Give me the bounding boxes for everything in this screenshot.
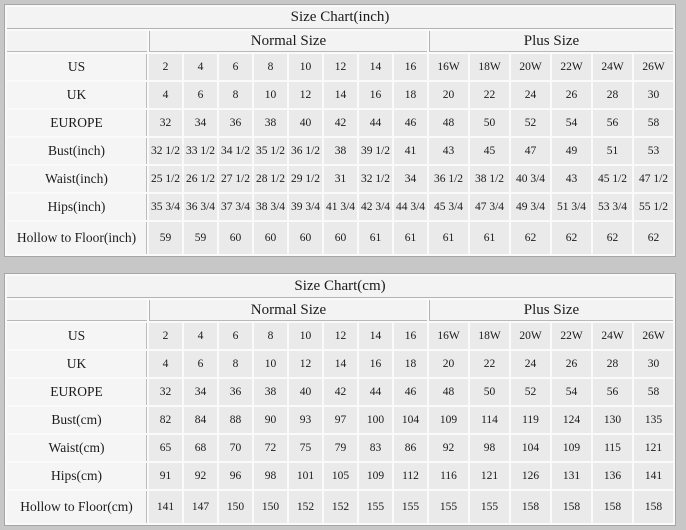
size-value-cell: 52 [511,110,550,136]
size-value-cell: 49 [552,138,591,164]
size-value-cell: 34 [184,110,217,136]
size-value-cell: 12 [324,323,357,349]
size-value-cell: 12 [289,82,322,108]
size-value-cell: 38 1/2 [470,166,509,192]
size-value-cell: 33 1/2 [184,138,217,164]
size-value-cell: 112 [394,463,427,489]
size-value-cell: 92 [184,463,217,489]
size-value-cell: 45 3/4 [429,194,468,220]
size-value-cell: 18 [394,82,427,108]
size-value-cell: 60 [289,222,322,254]
size-value-cell: 4 [184,323,217,349]
size-value-cell: 155 [429,491,468,523]
size-value-cell: 14 [324,82,357,108]
size-value-cell: 90 [254,407,287,433]
corner-cell [7,31,147,52]
size-value-cell: 6 [184,82,217,108]
size-value-cell: 62 [552,222,591,254]
size-value-cell: 40 [289,110,322,136]
size-value-cell: 22 [470,82,509,108]
size-value-cell: 158 [634,491,673,523]
size-value-cell: 152 [324,491,357,523]
size-chart-inch-table [4,4,676,257]
size-value-cell: 16W [429,54,468,80]
column-group-normal-size: Normal Size [149,31,427,52]
size-value-cell: 38 [324,138,357,164]
size-value-cell: 82 [149,407,182,433]
size-value-cell: 84 [184,407,217,433]
size-value-cell: 115 [593,435,632,461]
size-value-cell: 36 3/4 [184,194,217,220]
size-value-cell: 30 [634,351,673,377]
size-value-cell: 109 [429,407,468,433]
size-value-cell: 152 [289,491,322,523]
size-value-cell: 58 [634,379,673,405]
size-value-cell: 20W [511,323,550,349]
size-value-cell: 12 [289,351,322,377]
size-value-cell: 32 1/2 [149,138,182,164]
size-value-cell: 155 [359,491,392,523]
size-value-cell: 34 [394,166,427,192]
size-value-cell: 79 [324,435,357,461]
size-value-cell: 52 [511,379,550,405]
row-label: EUROPE [7,379,147,405]
row-label: US [7,54,147,80]
size-value-cell: 59 [149,222,182,254]
size-value-cell: 44 3/4 [394,194,427,220]
size-value-cell: 26 [552,351,591,377]
size-value-cell: 45 1/2 [593,166,632,192]
size-value-cell: 6 [219,323,252,349]
size-value-cell: 98 [254,463,287,489]
size-value-cell: 10 [254,351,287,377]
size-value-cell: 24W [593,54,632,80]
size-value-cell: 101 [289,463,322,489]
size-value-cell: 22 [470,351,509,377]
size-value-cell: 24 [511,351,550,377]
size-value-cell: 28 [593,351,632,377]
size-value-cell: 2 [149,54,182,80]
size-value-cell: 98 [470,435,509,461]
row-label: US [7,323,147,349]
size-value-cell: 16W [429,323,468,349]
size-value-cell: 158 [511,491,550,523]
table-row [7,379,673,405]
size-value-cell: 45 [470,138,509,164]
table-row [7,166,673,192]
size-value-cell: 119 [511,407,550,433]
size-value-cell: 18W [470,54,509,80]
size-value-cell: 36 1/2 [429,166,468,192]
size-value-cell: 35 3/4 [149,194,182,220]
size-value-cell: 62 [593,222,632,254]
size-value-cell: 16 [359,351,392,377]
size-value-cell: 37 3/4 [219,194,252,220]
size-value-cell: 25 1/2 [149,166,182,192]
size-value-cell: 14 [359,323,392,349]
size-value-cell: 22W [552,54,591,80]
size-value-cell: 62 [511,222,550,254]
size-value-cell: 46 [394,379,427,405]
size-value-cell: 2 [149,323,182,349]
size-value-cell: 91 [149,463,182,489]
size-value-cell: 155 [470,491,509,523]
size-value-cell: 51 3/4 [552,194,591,220]
size-value-cell: 38 [254,110,287,136]
size-value-cell: 141 [634,463,673,489]
size-value-cell: 31 [324,166,357,192]
size-value-cell: 53 [634,138,673,164]
size-value-cell: 20W [511,54,550,80]
size-value-cell: 93 [289,407,322,433]
size-value-cell: 16 [394,54,427,80]
size-value-cell: 10 [289,54,322,80]
size-value-cell: 44 [359,110,392,136]
size-value-cell: 42 3/4 [359,194,392,220]
size-value-cell: 18W [470,323,509,349]
table-title: Size Chart(cm) [7,276,673,298]
size-value-cell: 88 [219,407,252,433]
size-value-cell: 42 [324,110,357,136]
size-value-cell: 70 [219,435,252,461]
size-value-cell: 59 [184,222,217,254]
size-value-cell: 158 [593,491,632,523]
size-value-cell: 49 3/4 [511,194,550,220]
size-value-cell: 51 [593,138,632,164]
size-value-cell: 60 [254,222,287,254]
size-value-cell: 150 [254,491,287,523]
size-value-cell: 28 [593,82,632,108]
size-value-cell: 26 1/2 [184,166,217,192]
table-row [7,407,673,433]
size-value-cell: 47 3/4 [470,194,509,220]
size-value-cell: 42 [324,379,357,405]
size-value-cell: 44 [359,379,392,405]
size-value-cell: 24W [593,323,632,349]
size-value-cell: 35 1/2 [254,138,287,164]
size-value-cell: 62 [634,222,673,254]
size-value-cell: 50 [470,379,509,405]
size-value-cell: 38 3/4 [254,194,287,220]
size-value-cell: 36 [219,110,252,136]
size-value-cell: 141 [149,491,182,523]
size-value-cell: 104 [511,435,550,461]
size-value-cell: 41 [394,138,427,164]
table-row [7,351,673,377]
size-value-cell: 22W [552,323,591,349]
size-value-cell: 135 [634,407,673,433]
size-value-cell: 54 [552,110,591,136]
table-row [7,194,673,220]
size-value-cell: 29 1/2 [289,166,322,192]
table-row [7,435,673,461]
size-value-cell: 158 [552,491,591,523]
size-value-cell: 46 [394,110,427,136]
size-value-cell: 26W [634,323,673,349]
size-value-cell: 61 [470,222,509,254]
column-group-plus-size: Plus Size [429,300,673,321]
size-value-cell: 92 [429,435,468,461]
column-group-normal-size: Normal Size [149,300,427,321]
size-value-cell: 136 [593,463,632,489]
size-value-cell: 60 [219,222,252,254]
size-value-cell: 39 3/4 [289,194,322,220]
size-value-cell: 28 1/2 [254,166,287,192]
size-value-cell: 41 3/4 [324,194,357,220]
size-value-cell: 155 [394,491,427,523]
row-label: Waist(cm) [7,435,147,461]
size-value-cell: 43 [429,138,468,164]
size-value-cell: 34 [184,379,217,405]
size-value-cell: 54 [552,379,591,405]
size-value-cell: 6 [184,351,217,377]
size-value-cell: 126 [511,463,550,489]
size-value-cell: 116 [429,463,468,489]
size-value-cell: 75 [289,435,322,461]
row-label: EUROPE [7,110,147,136]
size-value-cell: 60 [324,222,357,254]
size-value-cell: 124 [552,407,591,433]
column-group-plus-size: Plus Size [429,31,673,52]
size-value-cell: 10 [289,323,322,349]
size-value-cell: 4 [184,54,217,80]
size-value-cell: 97 [324,407,357,433]
size-value-cell: 96 [219,463,252,489]
size-value-cell: 38 [254,379,287,405]
size-value-cell: 8 [254,54,287,80]
size-value-cell: 8 [219,351,252,377]
size-value-cell: 8 [254,323,287,349]
size-value-cell: 14 [324,351,357,377]
row-label: UK [7,82,147,108]
size-value-cell: 47 [511,138,550,164]
size-value-cell: 6 [219,54,252,80]
size-value-cell: 130 [593,407,632,433]
size-value-cell: 61 [429,222,468,254]
size-value-cell: 16 [359,82,392,108]
size-value-cell: 50 [470,110,509,136]
size-value-cell: 83 [359,435,392,461]
size-value-cell: 48 [429,110,468,136]
size-value-cell: 32 1/2 [359,166,392,192]
size-value-cell: 61 [394,222,427,254]
row-label: Waist(inch) [7,166,147,192]
size-value-cell: 4 [149,82,182,108]
size-value-cell: 68 [184,435,217,461]
size-value-cell: 16 [394,323,427,349]
size-value-cell: 58 [634,110,673,136]
size-value-cell: 30 [634,82,673,108]
size-value-cell: 61 [359,222,392,254]
size-value-cell: 24 [511,82,550,108]
row-label: UK [7,351,147,377]
row-label: Hips(cm) [7,463,147,489]
size-value-cell: 100 [359,407,392,433]
size-value-cell: 121 [470,463,509,489]
size-value-cell: 40 [289,379,322,405]
size-value-cell: 48 [429,379,468,405]
table-row [7,54,673,80]
size-value-cell: 18 [394,351,427,377]
size-value-cell: 86 [394,435,427,461]
size-value-cell: 10 [254,82,287,108]
row-label: Hollow to Floor(cm) [7,491,147,523]
size-value-cell: 40 3/4 [511,166,550,192]
row-label: Bust(cm) [7,407,147,433]
size-value-cell: 36 1/2 [289,138,322,164]
size-value-cell: 114 [470,407,509,433]
size-value-cell: 14 [359,54,392,80]
size-value-cell: 34 1/2 [219,138,252,164]
size-value-cell: 131 [552,463,591,489]
table-row [7,138,673,164]
size-value-cell: 8 [219,82,252,108]
size-value-cell: 26W [634,54,673,80]
size-value-cell: 104 [394,407,427,433]
table-row [7,323,673,349]
table-row [7,491,673,523]
size-value-cell: 32 [149,379,182,405]
size-value-cell: 36 [219,379,252,405]
size-value-cell: 12 [324,54,357,80]
row-label: Hollow to Floor(inch) [7,222,147,254]
size-value-cell: 105 [324,463,357,489]
size-value-cell: 56 [593,110,632,136]
corner-cell [7,300,147,321]
size-value-cell: 72 [254,435,287,461]
size-value-cell: 121 [634,435,673,461]
size-value-cell: 150 [219,491,252,523]
size-value-cell: 65 [149,435,182,461]
table-row [7,110,673,136]
table-row [7,82,673,108]
row-label: Hips(inch) [7,194,147,220]
size-value-cell: 43 [552,166,591,192]
size-value-cell: 56 [593,379,632,405]
size-value-cell: 109 [359,463,392,489]
table-row [7,222,673,254]
row-label: Bust(inch) [7,138,147,164]
size-chart-cm-table [4,273,676,526]
size-value-cell: 20 [429,82,468,108]
size-value-cell: 53 3/4 [593,194,632,220]
size-value-cell: 147 [184,491,217,523]
size-value-cell: 20 [429,351,468,377]
size-value-cell: 47 1/2 [634,166,673,192]
table-row [7,463,673,489]
size-value-cell: 27 1/2 [219,166,252,192]
size-value-cell: 109 [552,435,591,461]
size-value-cell: 39 1/2 [359,138,392,164]
size-value-cell: 4 [149,351,182,377]
size-value-cell: 26 [552,82,591,108]
size-value-cell: 55 1/2 [634,194,673,220]
size-value-cell: 32 [149,110,182,136]
table-title: Size Chart(inch) [7,7,673,29]
